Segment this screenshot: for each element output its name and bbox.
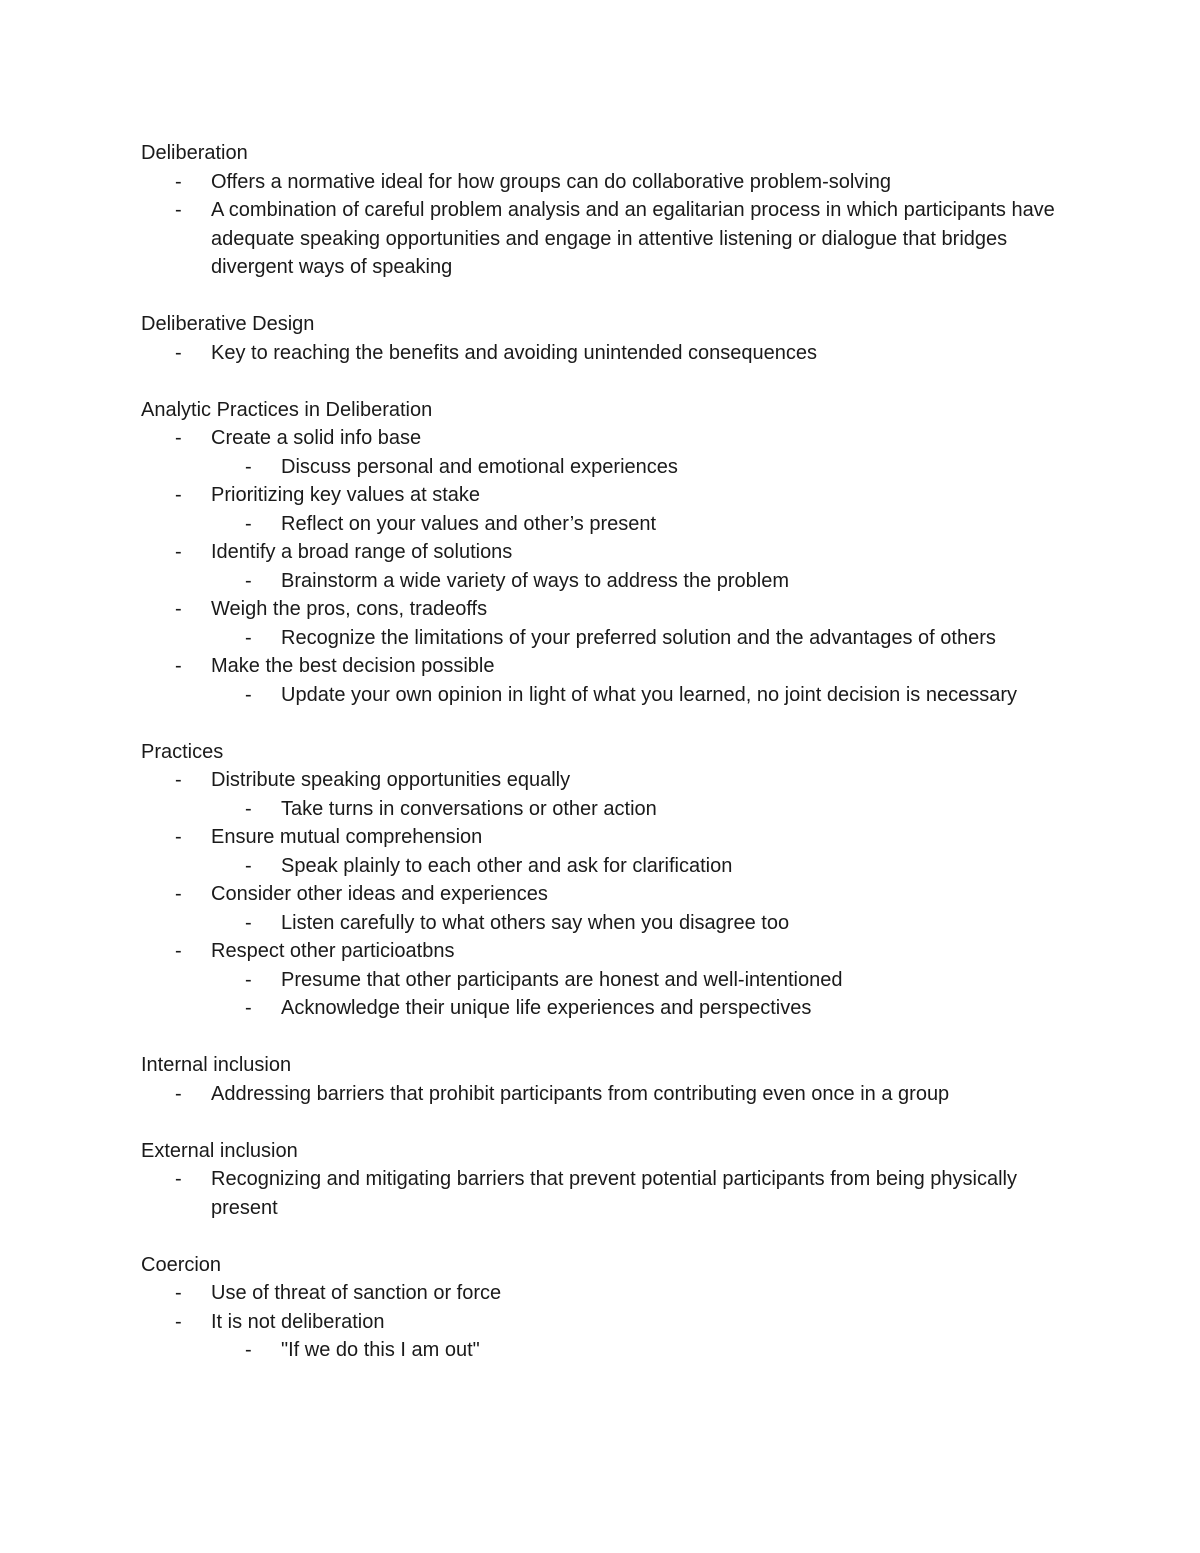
list-item xyxy=(141,481,1071,538)
bullet-dash: - xyxy=(175,1310,182,1333)
list-item xyxy=(141,424,1071,481)
sub-list-item-text: Speak plainly to each other and ask for clarification xyxy=(281,854,733,877)
sub-list-item-text: Take turns in conversations or other action xyxy=(281,797,657,820)
sub-list-item xyxy=(211,624,1071,653)
bullet-dash: - xyxy=(175,1082,182,1105)
list-item xyxy=(141,652,1071,709)
section-heading: Practices xyxy=(141,740,224,763)
list-item-text: A combination of careful problem analysis and an egalitarian process in which participants have adequate speaking opportunities and engage in attentive listening or dialogue that bridges divergent ways of speaking xyxy=(211,199,1055,278)
sub-list-item-text: Update your own opinion in light of what you learned, no joint decision is necessary xyxy=(281,683,1017,706)
section-heading: External inclusion xyxy=(141,1139,298,1162)
sub-list-item-text: Acknowledge their unique life experiences and perspectives xyxy=(281,997,812,1019)
bullet-dash: - xyxy=(175,199,182,221)
sub-list-item-text: Brainstorm a wide variety of ways to address the problem xyxy=(281,569,789,592)
bullet-list xyxy=(141,339,1071,368)
sub-bullet-list xyxy=(211,510,1071,539)
sub-list-item-text: Discuss personal and emotional experiences xyxy=(281,455,678,478)
list-item-text: Ensure mutual comprehension xyxy=(211,826,483,848)
bullet-dash: - xyxy=(175,1282,182,1304)
bullet-list xyxy=(141,766,1071,1023)
bullet-dash: - xyxy=(175,541,182,563)
list-item xyxy=(141,1308,1071,1365)
bullet-dash: - xyxy=(175,1168,182,1190)
list-item xyxy=(141,1279,1071,1308)
bullet-dash: - xyxy=(175,598,182,620)
section-heading: Internal inclusion xyxy=(141,1054,292,1076)
bullet-dash: - xyxy=(175,427,182,449)
list-item xyxy=(141,1165,1071,1222)
bullet-dash: - xyxy=(175,341,182,364)
section-heading: Deliberation xyxy=(141,142,248,164)
sub-bullet-list xyxy=(211,1336,1071,1365)
list-item-text: Respect other particioatbns xyxy=(211,940,455,962)
list-item-text: Weigh the pros, cons, tradeoffs xyxy=(211,598,488,620)
outline-section xyxy=(141,310,1071,367)
bullet-list xyxy=(141,424,1071,709)
bullet-list xyxy=(141,1080,1071,1109)
bullet-list xyxy=(141,1279,1071,1365)
sub-bullet-list xyxy=(211,795,1071,824)
sub-list-item-text: Recognize the limitations of your preferred solution and the advantages of others xyxy=(281,626,996,649)
sub-bullet-list xyxy=(211,624,1071,653)
sub-bullet-list xyxy=(211,681,1071,710)
bullet-dash: - xyxy=(245,626,252,649)
section-heading: Analytic Practices in Deliberation xyxy=(141,398,433,421)
list-item xyxy=(141,339,1071,368)
list-item xyxy=(141,766,1071,823)
list-item xyxy=(141,880,1071,937)
sub-bullet-list xyxy=(211,567,1071,596)
list-item-text: Offers a normative ideal for how groups can do collaborative problem-solving xyxy=(211,170,891,193)
sub-list-item xyxy=(211,510,1071,539)
section-heading: Deliberative Design xyxy=(141,313,315,335)
list-item xyxy=(141,196,1071,282)
list-item-text: Recognizing and mitigating barriers that prevent potential participants from being physically present xyxy=(211,1168,1017,1219)
list-item xyxy=(141,1080,1071,1109)
list-item xyxy=(141,937,1071,1023)
outline-section xyxy=(141,1051,1071,1108)
sub-bullet-list xyxy=(211,852,1071,881)
bullet-dash: - xyxy=(175,883,182,905)
bullet-dash: - xyxy=(245,911,252,934)
bullet-dash: - xyxy=(245,569,252,592)
list-item-text: Key to reaching the benefits and avoiding unintended consequences xyxy=(211,341,818,364)
bullet-dash: - xyxy=(245,512,252,535)
list-item-text: Distribute speaking opportunities equally xyxy=(211,769,571,791)
list-item-text: Make the best decision possible xyxy=(211,655,495,677)
bullet-dash: - xyxy=(245,968,252,991)
bullet-dash: - xyxy=(175,484,182,506)
sub-list-item-text: Reflect on your values and other’s present xyxy=(281,512,657,535)
bullet-dash: - xyxy=(245,854,252,877)
bullet-dash: - xyxy=(175,170,182,193)
list-item-text: Identify a broad range of solutions xyxy=(211,541,513,563)
document-body xyxy=(141,139,1071,1393)
bullet-dash: - xyxy=(245,797,252,820)
sub-list-item xyxy=(211,453,1071,482)
outline-section xyxy=(141,738,1071,1023)
sub-list-item xyxy=(211,966,1071,995)
sub-bullet-list xyxy=(211,909,1071,938)
bullet-dash: - xyxy=(175,655,182,677)
bullet-dash: - xyxy=(175,826,182,848)
list-item xyxy=(141,595,1071,652)
sub-list-item xyxy=(211,567,1071,596)
list-item-text: Create a solid info base xyxy=(211,427,422,449)
list-item-text: Prioritizing key values at stake xyxy=(211,484,481,506)
list-item-text: It is not deliberation xyxy=(211,1310,385,1333)
bullet-dash: - xyxy=(175,769,182,791)
bullet-dash: - xyxy=(175,940,182,962)
sub-list-item xyxy=(211,994,1071,1023)
outline-section xyxy=(141,1137,1071,1223)
outline-section xyxy=(141,139,1071,282)
section-heading: Coercion xyxy=(141,1253,222,1276)
sub-list-item-text: Presume that other participants are honest and well-intentioned xyxy=(281,968,843,991)
list-item xyxy=(141,823,1071,880)
sub-bullet-list xyxy=(211,966,1071,1023)
sub-list-item xyxy=(211,681,1071,710)
bullet-dash: - xyxy=(245,997,252,1019)
sub-list-item xyxy=(211,795,1071,824)
list-item-text: Addressing barriers that prohibit participants from contributing even once in a group xyxy=(211,1082,950,1105)
sub-list-item-text: "If we do this I am out" xyxy=(281,1339,480,1361)
list-item-text: Consider other ideas and experiences xyxy=(211,883,548,905)
bullet-list xyxy=(141,1165,1071,1222)
sub-list-item-text: Listen carefully to what others say when you disagree too xyxy=(281,911,790,934)
bullet-dash: - xyxy=(245,1339,252,1361)
outline-section xyxy=(141,396,1071,710)
sub-list-item xyxy=(211,852,1071,881)
list-item xyxy=(141,538,1071,595)
bullet-list xyxy=(141,168,1071,282)
sub-list-item xyxy=(211,909,1071,938)
sub-bullet-list xyxy=(211,453,1071,482)
bullet-dash: - xyxy=(245,455,252,478)
list-item-text: Use of threat of sanction or force xyxy=(211,1282,502,1304)
list-item xyxy=(141,168,1071,197)
outline-section xyxy=(141,1251,1071,1365)
sub-list-item xyxy=(211,1336,1071,1365)
bullet-dash: - xyxy=(245,683,252,706)
